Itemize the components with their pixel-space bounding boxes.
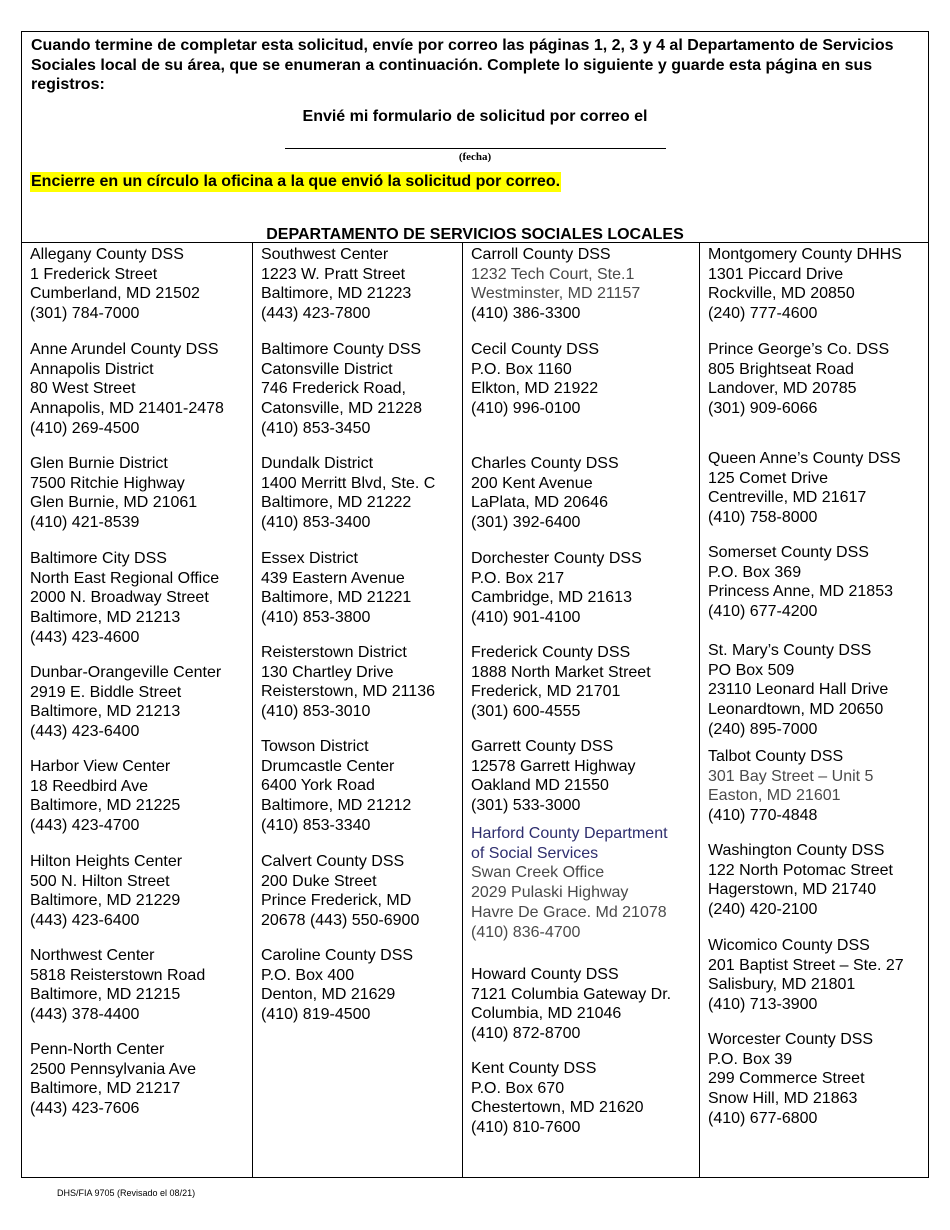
office-detail-line: 1400 Merritt Blvd, Ste. C <box>261 474 436 492</box>
office-detail-line: 2029 Pulaski Highway <box>471 884 629 902</box>
office-detail-line: 5818 Reisterstown Road <box>30 966 206 984</box>
office-detail-line: P.O. Box 217 <box>471 569 565 587</box>
office-detail-line: Cambridge, MD 21613 <box>471 589 632 607</box>
office-detail-line: 7500 Ritchie Highway <box>30 474 185 492</box>
office-name: Kent County DSS <box>471 1060 597 1077</box>
office-detail-line: P.O. Box 369 <box>708 563 802 581</box>
office-detail-line: 12578 Garrett Highway <box>471 757 636 775</box>
office-detail-line: (410) 901-4100 <box>471 609 581 627</box>
office-detail-line: Leonardtown, MD 20650 <box>708 701 884 719</box>
office-entry <box>471 549 642 628</box>
office-column-3 <box>462 243 699 1177</box>
office-detail-line: 805 Brightseat Road <box>708 360 854 378</box>
office-detail-line: Landover, MD 20785 <box>708 380 857 398</box>
office-detail-line: P.O. Box 670 <box>471 1079 565 1097</box>
office-entry <box>471 737 636 816</box>
office-detail-line: Baltimore, MD 21213 <box>30 703 181 721</box>
office-name: Anne Arundel County DSS <box>30 341 219 358</box>
office-detail-line: 80 West Street <box>30 380 136 398</box>
office-detail-line: 439 Eastern Avenue <box>261 569 405 587</box>
office-detail-line: (410) 853-3450 <box>261 419 371 437</box>
office-detail-line: Cumberland, MD 21502 <box>30 285 200 303</box>
office-detail-line: Annapolis District <box>30 360 154 378</box>
office-detail-line: (410) 713-3900 <box>708 996 818 1014</box>
office-detail-line: (410) 677-6800 <box>708 1109 818 1127</box>
office-detail-line: (410) 810-7600 <box>471 1119 581 1137</box>
office-entry <box>708 841 893 920</box>
office-name: Montgomery County DHHS <box>708 246 902 263</box>
office-detail-line: (410) 836-4700 <box>471 923 581 941</box>
office-entry <box>30 454 197 533</box>
office-detail-line: 23110 Leonard Hall Drive <box>708 681 889 699</box>
office-detail-line: (410) 386-3300 <box>471 305 581 323</box>
office-name: Towson District <box>261 738 369 755</box>
office-detail-line: (301) 600-4555 <box>471 703 581 721</box>
office-name: Howard County DSS <box>471 966 619 983</box>
office-detail-line: 200 Duke Street <box>261 872 377 890</box>
office-detail-line: (410) 677-4200 <box>708 603 818 621</box>
office-entry <box>708 1030 873 1129</box>
office-name: St. Mary’s County DSS <box>708 642 872 659</box>
office-entry <box>471 245 640 324</box>
office-detail-line: (410) 269-4500 <box>30 419 140 437</box>
office-detail-line: Easton, MD 21601 <box>708 787 841 805</box>
office-detail-line: Hagerstown, MD 21740 <box>708 881 877 899</box>
circle-office-instruction: Encierre en un círculo la oficina a la que envió la solicitud por correo. <box>31 173 561 190</box>
office-detail-line: 1232 Tech Court, Ste.1 <box>471 265 635 283</box>
office-detail-line: Oakland MD 21550 <box>471 777 609 795</box>
office-entry <box>30 1040 196 1119</box>
office-detail-line: 6400 York Road <box>261 777 375 795</box>
office-detail-line: (240) 777-4600 <box>708 305 818 323</box>
office-name: Essex District <box>261 550 358 567</box>
form-frame <box>21 31 929 1178</box>
office-name: Dundalk District <box>261 455 374 472</box>
office-name: Garrett County DSS <box>471 738 614 755</box>
office-name: Calvert County DSS <box>261 853 405 870</box>
office-detail-line: (443) 423-7606 <box>30 1100 140 1118</box>
office-detail-line: 130 Chartley Drive <box>261 663 394 681</box>
office-detail-line: (410) 996-0100 <box>471 400 581 418</box>
office-detail-line: Baltimore, MD 21222 <box>261 494 412 512</box>
office-detail-line: North East Regional Office <box>30 569 220 587</box>
office-detail-line: P.O. Box 39 <box>708 1050 793 1068</box>
office-name: Somerset County DSS <box>708 544 869 561</box>
office-name: Northwest Center <box>30 947 155 964</box>
section-title: DEPARTAMENTO DE SERVICIOS SOCIALES LOCALES <box>266 226 684 243</box>
office-detail-line: 201 Baptist Street – Ste. 27 <box>708 956 904 974</box>
office-entry <box>30 340 224 439</box>
office-name: Penn-North Center <box>30 1041 165 1058</box>
office-name: Cecil County DSS <box>471 341 600 358</box>
office-detail-line: (443) 423-4700 <box>30 817 140 835</box>
office-detail-line: Drumcastle Center <box>261 757 395 775</box>
office-entry <box>30 549 219 648</box>
office-name: Frederick County DSS <box>471 644 631 661</box>
office-detail-line: Catonsville District <box>261 360 393 378</box>
office-detail-line: LaPlata, MD 20646 <box>471 494 608 512</box>
office-detail-line: Annapolis, MD 21401-2478 <box>30 400 224 418</box>
office-detail-line: (443) 423-6400 <box>30 723 140 741</box>
office-detail-line: (443) 423-4600 <box>30 628 140 646</box>
office-detail-line: Baltimore, MD 21217 <box>30 1080 181 1098</box>
office-detail-line: 746 Frederick Road, <box>261 380 406 398</box>
office-entry <box>708 449 901 528</box>
office-detail-line: Snow Hill, MD 21863 <box>708 1090 858 1108</box>
office-detail-line: 2000 N. Broadway Street <box>30 589 209 607</box>
office-entry <box>708 936 904 1015</box>
office-entry <box>30 852 182 931</box>
mailed-date-statement: Envié mi formulario de solicitud por correo el <box>302 108 648 125</box>
office-entry <box>708 340 889 419</box>
office-entry <box>261 643 435 722</box>
office-detail-line: 1 Frederick Street <box>30 265 158 283</box>
office-entry <box>30 663 221 742</box>
office-detail-line: Baltimore, MD 21221 <box>261 589 412 607</box>
intro-instructions: Cuando termine de completar esta solicitud, envíe por correo las páginas 1, 2, 3 y 4 al Departamento de Servicios Sociales local de su área, que se enumeran a continuación. Complete lo siguiente y guarde esta página en sus registros: <box>31 37 894 93</box>
office-name: Baltimore County DSS <box>261 341 422 358</box>
office-column-2 <box>252 243 462 1177</box>
office-entry <box>471 643 651 722</box>
office-detail-line: Salisbury, MD 21801 <box>708 976 856 994</box>
date-label: (fecha) <box>458 151 492 163</box>
office-detail-line: (410) 853-3340 <box>261 816 371 834</box>
office-detail-line: 7121 Columbia Gateway Dr. <box>471 985 672 1003</box>
office-detail-line: Baltimore, MD 21225 <box>30 797 181 815</box>
office-detail-line: 122 North Potomac Street <box>708 861 893 879</box>
office-detail-line: 200 Kent Avenue <box>471 474 593 492</box>
office-detail-line: (410) 421-8539 <box>30 514 140 532</box>
office-entry <box>471 824 668 942</box>
office-detail-line: Columbia, MD 21046 <box>471 1005 622 1023</box>
office-detail-line: Baltimore, MD 21212 <box>261 797 412 815</box>
office-name: Caroline County DSS <box>261 947 414 964</box>
office-entry <box>261 340 422 439</box>
office-detail-line: 1223 W. Pratt Street <box>261 265 406 283</box>
office-entry <box>708 543 893 622</box>
office-detail-line: (301) 784-7000 <box>30 305 140 323</box>
office-name: Allegany County DSS <box>30 246 184 263</box>
office-detail-line: (410) 758-8000 <box>708 509 818 527</box>
office-detail-line: (410) 819-4500 <box>261 1006 371 1024</box>
office-detail-line: Swan Creek Office <box>471 864 605 882</box>
office-detail-line: 18 Reedbird Ave <box>30 777 149 795</box>
office-detail-line: 500 N. Hilton Street <box>30 872 170 890</box>
office-detail-line: Chestertown, MD 21620 <box>471 1099 644 1117</box>
office-name: Dunbar-Orangeville Center <box>30 664 222 681</box>
office-detail-line: 299 Commerce Street <box>708 1070 865 1088</box>
office-entry <box>471 965 671 1044</box>
office-entry <box>261 946 413 1025</box>
office-detail-line: (443) 378-4400 <box>30 1006 140 1024</box>
office-detail-line: 301 Bay Street – Unit 5 <box>708 767 874 785</box>
office-detail-line: (443) 423-6400 <box>30 912 140 930</box>
office-entry <box>471 340 599 419</box>
office-detail-line: 2500 Pennsylvania Ave <box>30 1060 197 1078</box>
office-entry <box>30 245 200 324</box>
office-name: Charles County DSS <box>471 455 619 472</box>
office-entry <box>708 641 888 740</box>
office-detail-line: Rockville, MD 20850 <box>708 285 855 303</box>
office-detail-line: (240) 895-7000 <box>708 720 818 738</box>
office-entry <box>261 737 411 836</box>
office-detail-line: Havre De Grace. Md 21078 <box>471 903 667 921</box>
office-detail-line: 20678 (443) 550-6900 <box>261 912 420 930</box>
office-name: Hilton Heights Center <box>30 853 183 870</box>
office-name: Harbor View Center <box>30 758 171 775</box>
office-detail-line: Princess Anne, MD 21853 <box>708 583 893 601</box>
office-column-4 <box>699 243 928 1177</box>
office-detail-line: Catonsville, MD 21228 <box>261 400 422 418</box>
office-detail-line: Baltimore, MD 21213 <box>30 609 181 627</box>
office-detail-line: 1888 North Market Street <box>471 663 651 681</box>
office-detail-line: (410) 872-8700 <box>471 1025 581 1043</box>
office-detail-line: 125 Comet Drive <box>708 469 829 487</box>
office-detail-line: (301) 533-3000 <box>471 797 581 815</box>
office-detail-line: PO Box 509 <box>708 661 795 679</box>
office-column-1 <box>22 243 252 1177</box>
office-name: Carroll County DSS <box>471 246 611 263</box>
office-entry <box>30 946 205 1025</box>
office-entry <box>261 454 435 533</box>
office-name: Talbot County DSS <box>708 748 844 765</box>
office-detail-line: Frederick, MD 21701 <box>471 683 621 701</box>
office-detail-line: (443) 423-7800 <box>261 305 371 323</box>
office-detail-line: Baltimore, MD 21229 <box>30 892 181 910</box>
office-detail-line: Centreville, MD 21617 <box>708 489 867 507</box>
office-name: Glen Burnie District <box>30 455 168 472</box>
office-entry <box>471 454 619 533</box>
office-detail-line: (410) 853-3010 <box>261 703 371 721</box>
office-detail-line: Baltimore, MD 21223 <box>261 285 412 303</box>
office-name: Southwest Center <box>261 246 389 263</box>
office-name: Prince George’s Co. DSS <box>708 341 890 358</box>
office-entry <box>708 747 873 826</box>
office-detail-line: (301) 909-6066 <box>708 400 818 418</box>
office-detail-line: (410) 770-4848 <box>708 807 818 825</box>
office-name: Baltimore City DSS <box>30 550 167 567</box>
office-detail-line: of Social Services <box>471 844 599 862</box>
office-detail-line: 1301 Piccard Drive <box>708 265 844 283</box>
office-detail-line: Denton, MD 21629 <box>261 986 396 1004</box>
office-detail-line: P.O. Box 400 <box>261 966 355 984</box>
office-name: Harford County Department <box>471 825 668 842</box>
office-entry <box>30 757 180 836</box>
office-detail-line: Glen Burnie, MD 21061 <box>30 494 198 512</box>
office-detail-line: (301) 392-6400 <box>471 514 581 532</box>
office-name: Dorchester County DSS <box>471 550 642 567</box>
office-name: Reisterstown District <box>261 644 407 661</box>
office-entry <box>261 549 411 628</box>
date-signature-line <box>285 148 666 149</box>
office-detail-line: (240) 420-2100 <box>708 901 818 919</box>
office-detail-line: (410) 853-3800 <box>261 609 371 627</box>
office-detail-line: Baltimore, MD 21215 <box>30 986 181 1004</box>
office-detail-line: Westminster, MD 21157 <box>471 285 641 303</box>
office-detail-line: P.O. Box 1160 <box>471 360 572 378</box>
office-name: Washington County DSS <box>708 842 885 859</box>
office-name: Queen Anne’s County DSS <box>708 450 901 467</box>
office-detail-line: Elkton, MD 21922 <box>471 380 599 398</box>
office-detail-line: Prince Frederick, MD <box>261 892 412 910</box>
office-detail-line: Reisterstown, MD 21136 <box>261 683 435 701</box>
office-entry <box>471 1059 644 1138</box>
office-detail-line: 2919 E. Biddle Street <box>30 683 182 701</box>
office-entry <box>708 245 902 324</box>
office-name: Worcester County DSS <box>708 1031 874 1048</box>
office-name: Wicomico County DSS <box>708 937 870 954</box>
form-id-footer: DHS/FIA 9705 (Revisado el 08/21) <box>57 1188 196 1198</box>
office-entry <box>261 852 419 931</box>
office-detail-line: (410) 853-3400 <box>261 514 371 532</box>
office-entry <box>261 245 411 324</box>
